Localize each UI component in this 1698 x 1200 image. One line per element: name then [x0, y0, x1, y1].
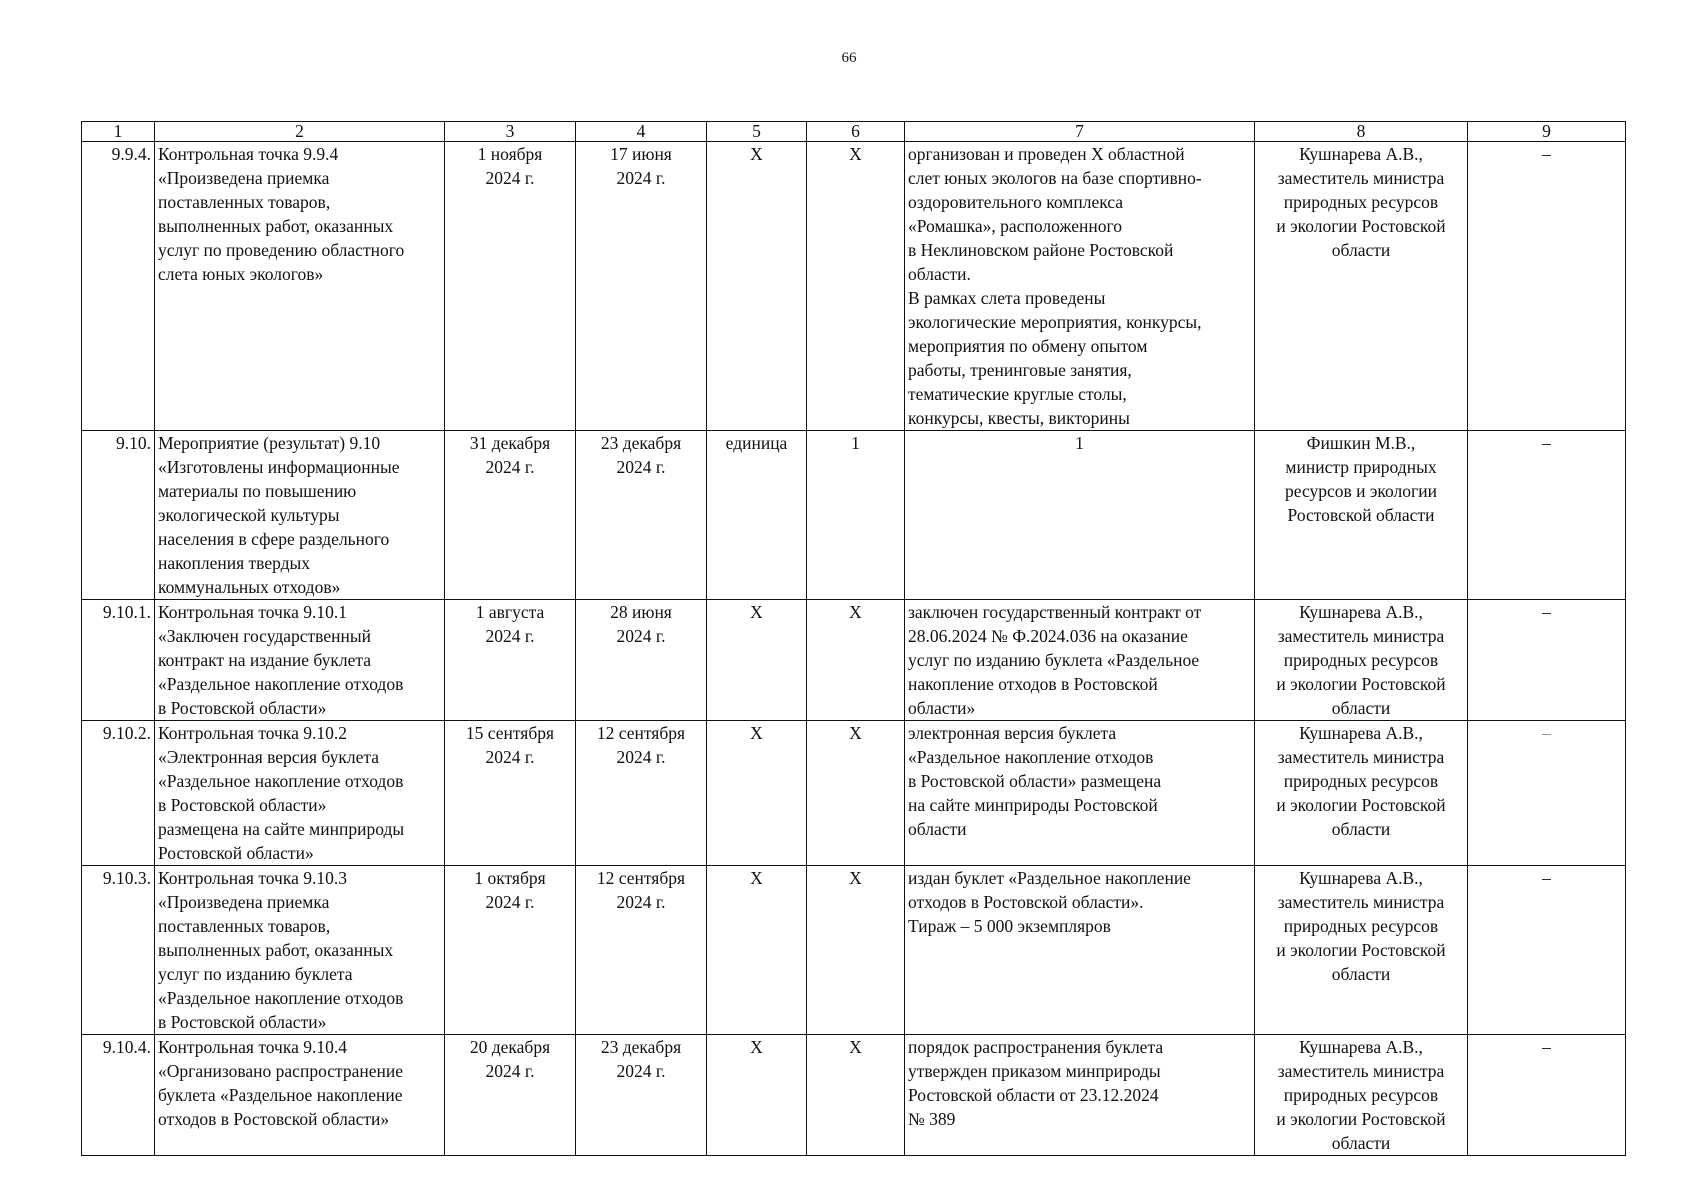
row-note: – [1468, 721, 1626, 866]
table-row [82, 431, 1626, 600]
row-responsible: Кушнарева А.В., заместитель министра природных ресурсов и экологии Ростовской области [1255, 1035, 1468, 1156]
row-number: 9.10.2. [82, 721, 155, 866]
row-planned-date: 1 октября 2024 г. [445, 866, 576, 1035]
table-row [82, 721, 1626, 866]
row-name: Контрольная точка 9.9.4 «Произведена приемка поставленных товаров, выполненных работ, оказанных услуг по проведению областного слета юных экологов» [155, 142, 445, 431]
row-number: 9.10.3. [82, 866, 155, 1035]
row-planned-date: 31 декабря 2024 г. [445, 431, 576, 600]
row-value: 1 [807, 431, 905, 600]
row-planned-date: 20 декабря 2024 г. [445, 1035, 576, 1156]
column-number: 2 [155, 122, 445, 142]
row-unit: Х [707, 721, 807, 866]
row-responsible: Кушнарева А.В., заместитель министра природных ресурсов и экологии Ростовской области [1255, 600, 1468, 721]
row-unit: Х [707, 866, 807, 1035]
row-planned-date: 1 ноября 2024 г. [445, 142, 576, 431]
row-actual-date: 28 июня 2024 г. [576, 600, 707, 721]
row-name: Контрольная точка 9.10.1 «Заключен государственный контракт на издание буклета «Раздельное накопление отходов в Ростовской области» [155, 600, 445, 721]
table-row [82, 866, 1626, 1035]
table-row [82, 600, 1626, 721]
row-actual-date: 12 сентября 2024 г. [576, 721, 707, 866]
row-note: – [1468, 600, 1626, 721]
column-number: 9 [1468, 122, 1626, 142]
row-responsible: Кушнарева А.В., заместитель министра природных ресурсов и экологии Ростовской области [1255, 866, 1468, 1035]
row-name: Контрольная точка 9.10.4 «Организовано распространение буклета «Раздельное накопление отходов в Ростовской области» [155, 1035, 445, 1156]
column-number: 4 [576, 122, 707, 142]
column-number: 6 [807, 122, 905, 142]
row-number: 9.10. [82, 431, 155, 600]
row-name: Контрольная точка 9.10.2 «Электронная версия буклета «Раздельное накопление отходов в Ростовской области» размещена на сайте минприроды Ростовской области» [155, 721, 445, 866]
row-result: 1 [905, 431, 1255, 600]
row-unit: Х [707, 1035, 807, 1156]
page-number: 66 [841, 50, 857, 66]
row-planned-date: 15 сентября 2024 г. [445, 721, 576, 866]
row-result: издан буклет «Раздельное накопление отходов в Ростовской области». Тираж – 5 000 экземпляров [905, 866, 1255, 1035]
row-number: 9.10.4. [82, 1035, 155, 1156]
row-unit: единица [707, 431, 807, 600]
row-value: Х [807, 866, 905, 1035]
row-responsible: Кушнарева А.В., заместитель министра природных ресурсов и экологии Ростовской области [1255, 142, 1468, 431]
column-number: 5 [707, 122, 807, 142]
column-number: 8 [1255, 122, 1468, 142]
row-result: электронная версия буклета «Раздельное накопление отходов в Ростовской области» размещена на сайте минприроды Ростовской области [905, 721, 1255, 866]
row-number: 9.9.4. [82, 142, 155, 431]
row-result: организован и проведен Х областной слет юных экологов на базе спортивно- оздоровительного комплекса «Ромашка», расположенного в Неклиновском районе Ростовской области. В рамках слета проведены экологические мероприятия, конкурсы, мероприятия по обмену опытом работы, тренинговые занятия, тематические круглые столы, конкурсы, квесты, викторины [905, 142, 1255, 431]
column-number: 3 [445, 122, 576, 142]
row-value: Х [807, 721, 905, 866]
row-unit: Х [707, 600, 807, 721]
row-actual-date: 12 сентября 2024 г. [576, 866, 707, 1035]
row-responsible: Фишкин М.В., министр природных ресурсов и экологии Ростовской области [1255, 431, 1468, 600]
row-result: порядок распространения буклета утвержден приказом минприроды Ростовской области от 23.12.2024 № 389 [905, 1035, 1255, 1156]
table-row [82, 142, 1626, 431]
row-number: 9.10.1. [82, 600, 155, 721]
row-result: заключен государственный контракт от 28.06.2024 № Ф.2024.036 на оказание услуг по изданию буклета «Раздельное накопление отходов в Ростовской области» [905, 600, 1255, 721]
row-note: – [1468, 1035, 1626, 1156]
row-value: Х [807, 1035, 905, 1156]
row-name: Контрольная точка 9.10.3 «Произведена приемка поставленных товаров, выполненных работ, оказанных услуг по изданию буклета «Раздельное накопление отходов в Ростовской области» [155, 866, 445, 1035]
row-value: Х [807, 142, 905, 431]
row-unit: Х [707, 142, 807, 431]
column-number: 1 [82, 122, 155, 142]
column-number-row [82, 122, 1626, 142]
row-note: – [1468, 431, 1626, 600]
row-name: Мероприятие (результат) 9.10 «Изготовлены информационные материалы по повышению экологической культуры населения в сфере раздельного накопления твердых коммунальных отходов» [155, 431, 445, 600]
row-note: – [1468, 866, 1626, 1035]
column-number: 7 [905, 122, 1255, 142]
row-planned-date: 1 августа 2024 г. [445, 600, 576, 721]
row-actual-date: 17 июня 2024 г. [576, 142, 707, 431]
row-responsible: Кушнарева А.В., заместитель министра природных ресурсов и экологии Ростовской области [1255, 721, 1468, 866]
table-row [82, 1035, 1626, 1156]
row-actual-date: 23 декабря 2024 г. [576, 1035, 707, 1156]
row-note: – [1468, 142, 1626, 431]
report-table [81, 121, 1626, 1156]
row-value: Х [807, 600, 905, 721]
row-actual-date: 23 декабря 2024 г. [576, 431, 707, 600]
